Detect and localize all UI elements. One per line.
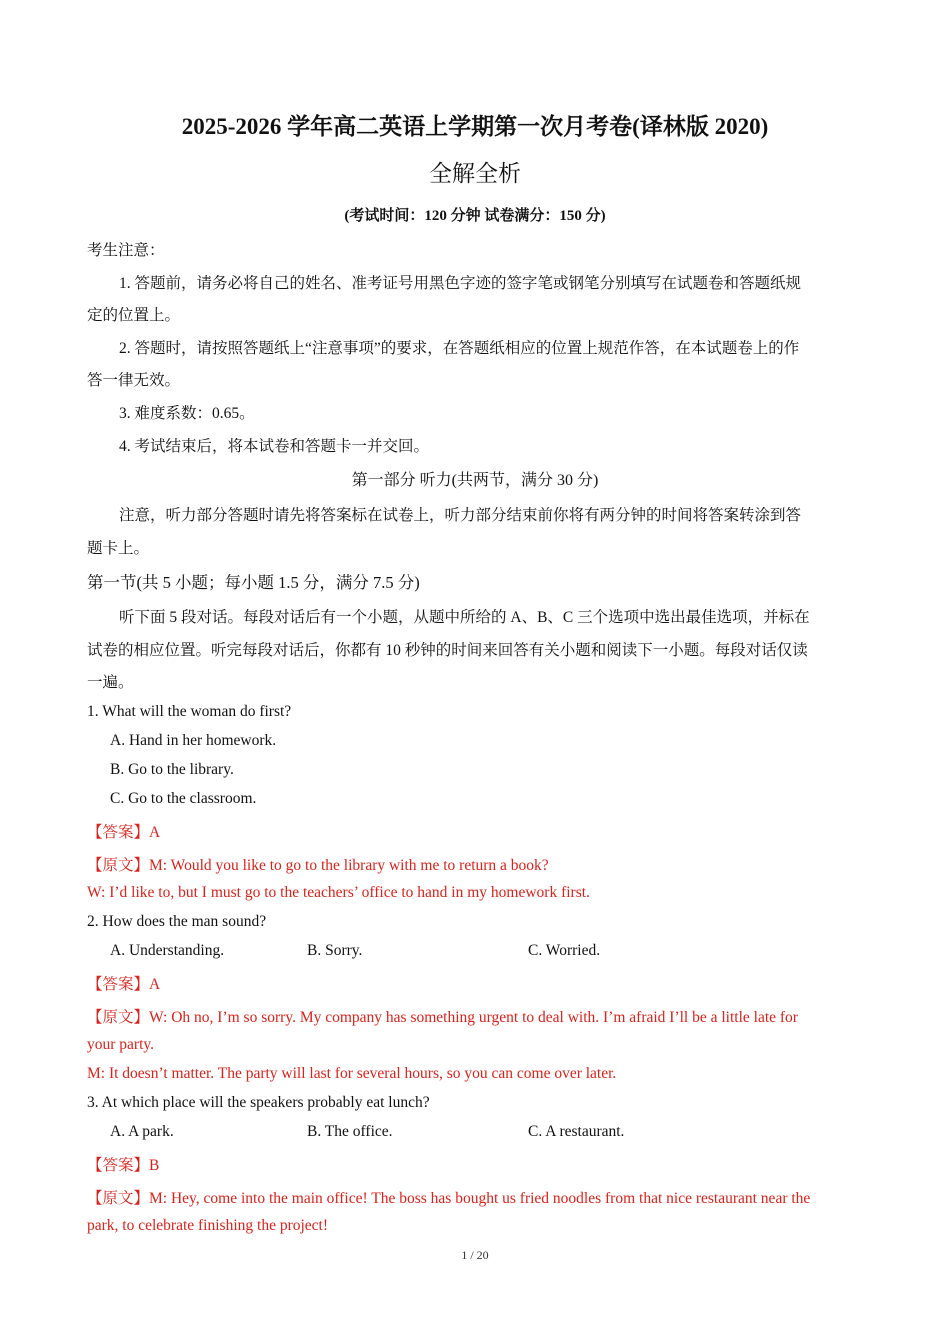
page-number: 1 / 20	[461, 1248, 489, 1262]
answer: 【答案】B	[87, 1157, 160, 1174]
notice-heading: 考生注意：	[87, 242, 165, 259]
transcript: 【原文】M: Would you like to go to the library with me to return a book?	[87, 857, 549, 874]
transcript-cont: M: It doesn’t matter. The party will last for several hours, so you can come over later.	[87, 1065, 617, 1082]
section1-instructions: 听下面 5 段对话。每段对话后有一个小题，从题中所给的 A、B、C 三个选项中选出最佳选项，并标在	[119, 609, 810, 626]
answer: 【答案】A	[87, 976, 161, 993]
transcript-cont: W: I’d like to, but I must go to the teachers’ office to hand in my homework first.	[87, 884, 590, 901]
option-a: A. Understanding.	[110, 942, 225, 959]
option-b: B. Go to the library.	[110, 761, 234, 778]
notice-item-1-cont: 定的位置上。	[87, 307, 181, 324]
part1-heading: 第一部分 听力(共两节，满分 30 分)	[351, 472, 599, 489]
notice-item-4: 4. 考试结束后，将本试卷和答题卡一并交回。	[119, 438, 430, 455]
option-a: A. Hand in her homework.	[110, 732, 277, 749]
part1-note: 注意，听力部分答题时请先将答案标在试卷上，听力部分结束前你将有两分钟的时间将答案转涂到答	[119, 507, 802, 524]
option-c: C. A restaurant.	[528, 1123, 625, 1140]
section1-instructions-2: 试卷的相应位置。听完每段对话后，你都有 10 秒钟的时间来回答有关小题和阅读下一小题。每段对话仅读	[87, 642, 808, 659]
option-b: B. Sorry.	[307, 942, 363, 959]
exam-info: (考试时间：120 分钟 试卷满分：150 分)	[344, 208, 606, 224]
transcript: 【原文】M: Hey, come into the main office! The boss has bought us fried noodles from that nice restaurant near the	[87, 1190, 811, 1207]
option-a: A. A park.	[110, 1123, 174, 1140]
page-subtitle: 全解全析	[429, 161, 521, 186]
section1-heading: 第一节(共 5 小题；每小题 1.5 分，满分 7.5 分)	[87, 573, 420, 592]
notice-item-2: 2. 答题时，请按照答题纸上“注意事项”的要求，在答题纸相应的位置上规范作答，在本试题卷上的作	[119, 340, 800, 357]
question-stem: 2. How does the man sound?	[87, 913, 267, 930]
part1-note-cont: 题卡上。	[87, 540, 150, 557]
option-c: C. Go to the classroom.	[110, 790, 257, 807]
question-stem: 3. At which place will the speakers probably eat lunch?	[87, 1094, 430, 1111]
transcript: 【原文】W: Oh no, I’m so sorry. My company has something urgent to deal with. I’m afraid I’ll be a little late for	[87, 1009, 798, 1026]
transcript-cont: your party.	[87, 1036, 155, 1053]
answer: 【答案】A	[87, 824, 161, 841]
notice-item-1: 1. 答题前，请务必将自己的姓名、准考证号用黑色字迹的签字笔或钢笔分别填写在试题卷和答题纸规	[119, 275, 802, 292]
notice-item-3: 3. 难度系数：0.65。	[119, 405, 255, 422]
option-c: C. Worried.	[528, 942, 601, 959]
notice-item-2-cont: 答一律无效。	[87, 372, 181, 389]
question-stem: 1. What will the woman do first?	[87, 703, 292, 720]
page-title: 2025-2026 学年高二英语上学期第一次月考卷(译林版 2020)	[181, 114, 769, 139]
option-b: B. The office.	[307, 1123, 393, 1140]
transcript-cont: park, to celebrate finishing the project!	[87, 1217, 329, 1234]
section1-instructions-3: 一遍。	[87, 674, 134, 691]
